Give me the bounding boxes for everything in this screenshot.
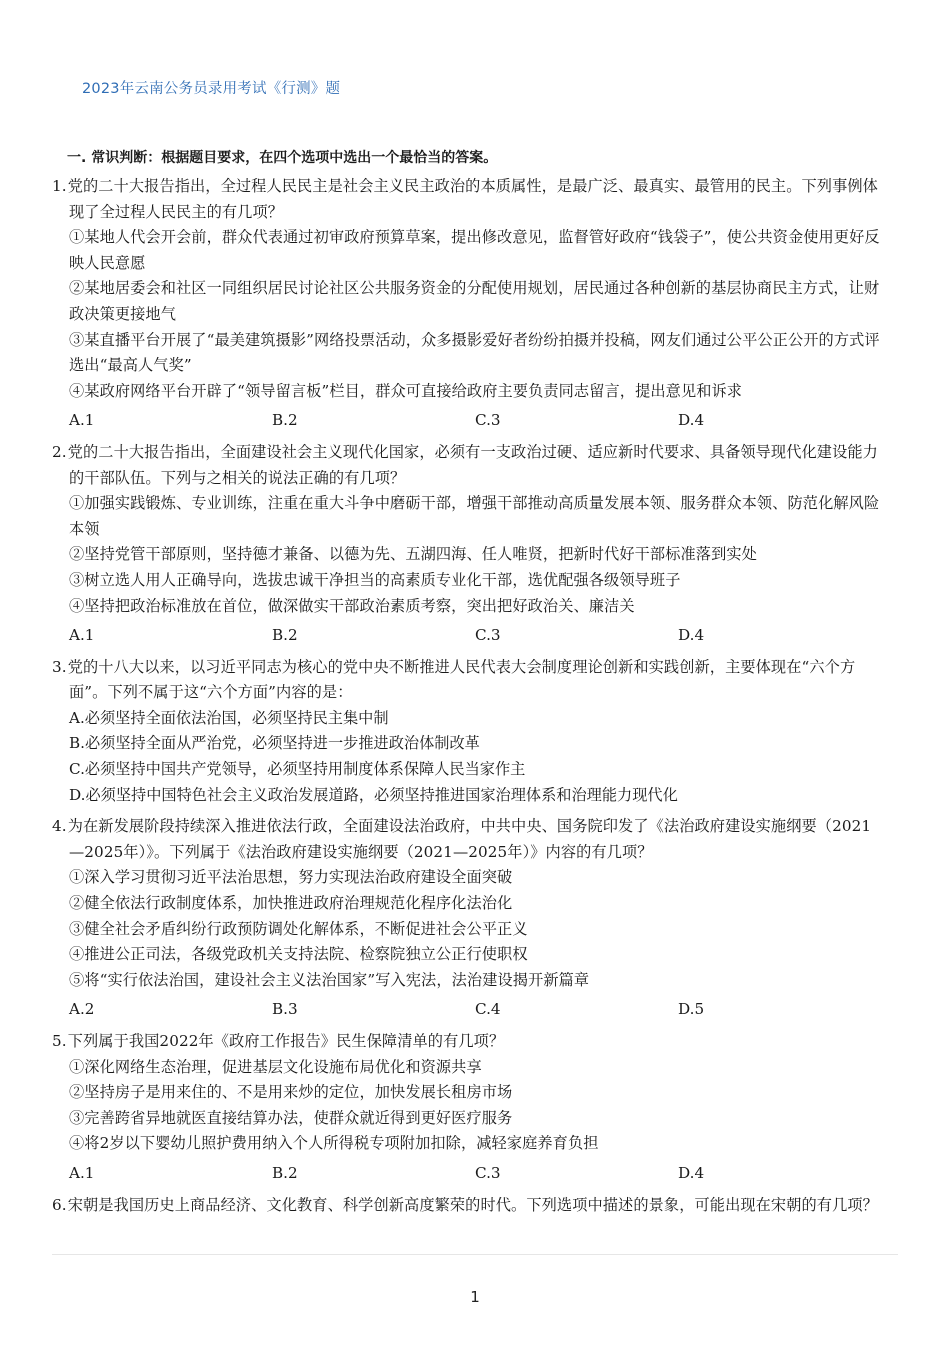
question-number: 3.: [52, 657, 67, 676]
option-c: C.3: [475, 626, 501, 645]
question-stem: 党的十八大以来，以习近平同志为核心的党中央不断推进人民代表大会制度理论创新和实践创新，主要体现在“六个方面”。下列不属于这“六个方面”内容的是：: [67, 657, 856, 702]
question-item: ④推进公正司法，各级党政机关支持法院、检察院独立公正行使职权: [69, 945, 528, 964]
question-item: ②某地居委会和社区一同组织居民讨论社区公共服务资金的分配使用规划，居民通过各种创新的基层协商民主方式，让财政决策更接地气: [69, 279, 880, 323]
option-c: C.4: [475, 1000, 501, 1019]
question-item: ④将2岁以下婴幼儿照护费用纳入个人所得税专项附加扣除，减轻家庭养育负担: [69, 1134, 599, 1153]
answer-options: [52, 408, 882, 434]
question-item: ①深入学习贯彻习近平法治思想，努力实现法治政府建设全面突破: [69, 868, 513, 887]
answer-options: [52, 1161, 882, 1187]
question-item: ③健全社会矛盾纠纷行政预防调处化解体系，不断促进社会公平正义: [69, 919, 528, 938]
question-item: ①加强实践锻炼、专业训练，注重在重大斗争中磨砺干部，增强干部推动高质量发展本领、服务群众本领、防范化解风险本领: [69, 494, 880, 538]
option-d: D.4: [678, 626, 705, 645]
question-number: 6.: [52, 1195, 67, 1214]
page-number: 1: [470, 1288, 480, 1306]
option-b: B.3: [272, 1000, 298, 1019]
question-item: ②坚持党管干部原则，坚持德才兼备、以德为先、五湖四海、任人唯贤，把新时代好干部标准落到实处: [69, 545, 757, 564]
option-b: B.2: [272, 411, 298, 430]
section-heading: 一. 常识判断：根据题目要求，在四个选项中选出一个最恰当的答案。: [67, 150, 498, 166]
option-c: C.必须坚持中国共产党领导，必须坚持用制度体系保障人民当家作主: [69, 760, 526, 779]
option-d: D.4: [678, 411, 705, 430]
question-stem: 宋朝是我国历史上商品经济、文化教育、科学创新高度繁荣的时代。下列选项中描述的景象，可能出现在宋朝的有几项？: [67, 1195, 878, 1214]
option-d: D.4: [678, 1163, 705, 1182]
question-item: ①某地人代会开会前，群众代表通过初审政府预算草案，提出修改意见，监督管好政府“钱袋子”，使公共资金使用更好反映人民意愿: [69, 228, 880, 272]
question-2: [52, 440, 882, 649]
option-c: C.3: [475, 411, 501, 430]
question-number: 2.: [52, 442, 67, 461]
question-item: ③某直播平台开展了“最美建筑摄影”网络投票活动，众多摄影爱好者纷纷拍摄并投稿，网友们通过公平公正公开的方式评选出“最高人气奖”: [69, 330, 880, 375]
question-item: ④某政府网络平台开辟了“领导留言板”栏目，群众可直接给政府主要负责同志留言，提出意见和诉求: [69, 381, 743, 400]
question-6: [52, 1193, 882, 1219]
question-item: ②健全依法行政制度体系，加快推进政府治理规范化程序化法治化: [69, 894, 513, 913]
question-stem: 党的二十大报告指出，全过程人民民主是社会主义民主政治的本质属性，是最广泛、最真实、最管用的民主。下列事例体现了全过程人民民主的有几项？: [67, 177, 878, 221]
answer-options: [52, 997, 882, 1023]
question-number: 5.: [52, 1032, 67, 1050]
option-a: A.1: [69, 1163, 95, 1182]
option-a: A.1: [69, 626, 95, 645]
option-a: A.必须坚持全面依法治国，必须坚持民主集中制: [69, 708, 389, 727]
option-c: C.3: [475, 1163, 501, 1182]
question-stem: 党的二十大报告指出，全面建设社会主义现代化国家，必须有一支政治过硬、适应新时代要求、具备领导现代化建设能力的干部队伍。下列与之相关的说法正确的有几项？: [67, 442, 878, 487]
question-number: 1.: [52, 177, 67, 195]
question-stem: 为在新发展阶段持续深入推进依法行政，全面建设法治政府，中共中央、国务院印发了《法治政府建设实施纲要（2021—2025年）》。下列属于《法治政府建设实施纲要（2021—2025年）》内容的有几项？: [67, 817, 872, 861]
question-item: ⑤将“实行依法治国，建设社会主义法治国家”写入宪法，法治建设揭开新篇章: [69, 970, 590, 989]
question-stem: 下列属于我国2022年《政府工作报告》民生保障清单的有几项？: [67, 1032, 505, 1050]
question-list: [52, 174, 882, 1224]
option-b: B.2: [272, 626, 298, 645]
option-b: B.必须坚持全面从严治党，必须坚持进一步推进政治体制改革: [69, 734, 480, 753]
question-number: 4.: [52, 817, 67, 836]
question-5: [52, 1029, 882, 1187]
question-item: ④坚持把政治标准放在首位，做深做实干部政治素质考察，突出把好政治关、廉洁关: [69, 596, 635, 615]
question-item: ①深化网络生态治理，促进基层文化设施布局优化和资源共享: [69, 1057, 482, 1076]
option-d: D.必须坚持中国特色社会主义政治发展道路，必须坚持推进国家治理体系和治理能力现代化: [69, 785, 678, 804]
option-a: A.2: [69, 1000, 95, 1019]
question-item: ③完善跨省异地就医直接结算办法，使群众就近得到更好医疗服务: [69, 1108, 513, 1127]
question-1: [52, 174, 882, 434]
option-a: A.1: [69, 411, 95, 430]
page-divider: [52, 1254, 898, 1255]
option-b: B.2: [272, 1163, 298, 1182]
answer-options: [52, 623, 882, 649]
option-d: D.5: [678, 1000, 705, 1019]
question-3: [52, 655, 882, 809]
document-title: 2023年云南公务员录用考试《行测》题: [82, 81, 341, 97]
question-item: ③树立选人用人正确导向，选拔忠诚干净担当的高素质专业化干部，选优配强各级领导班子: [69, 570, 681, 589]
question-item: ②坚持房子是用来住的、不是用来炒的定位，加快发展长租房市场: [69, 1083, 513, 1102]
question-4: [52, 814, 882, 1023]
